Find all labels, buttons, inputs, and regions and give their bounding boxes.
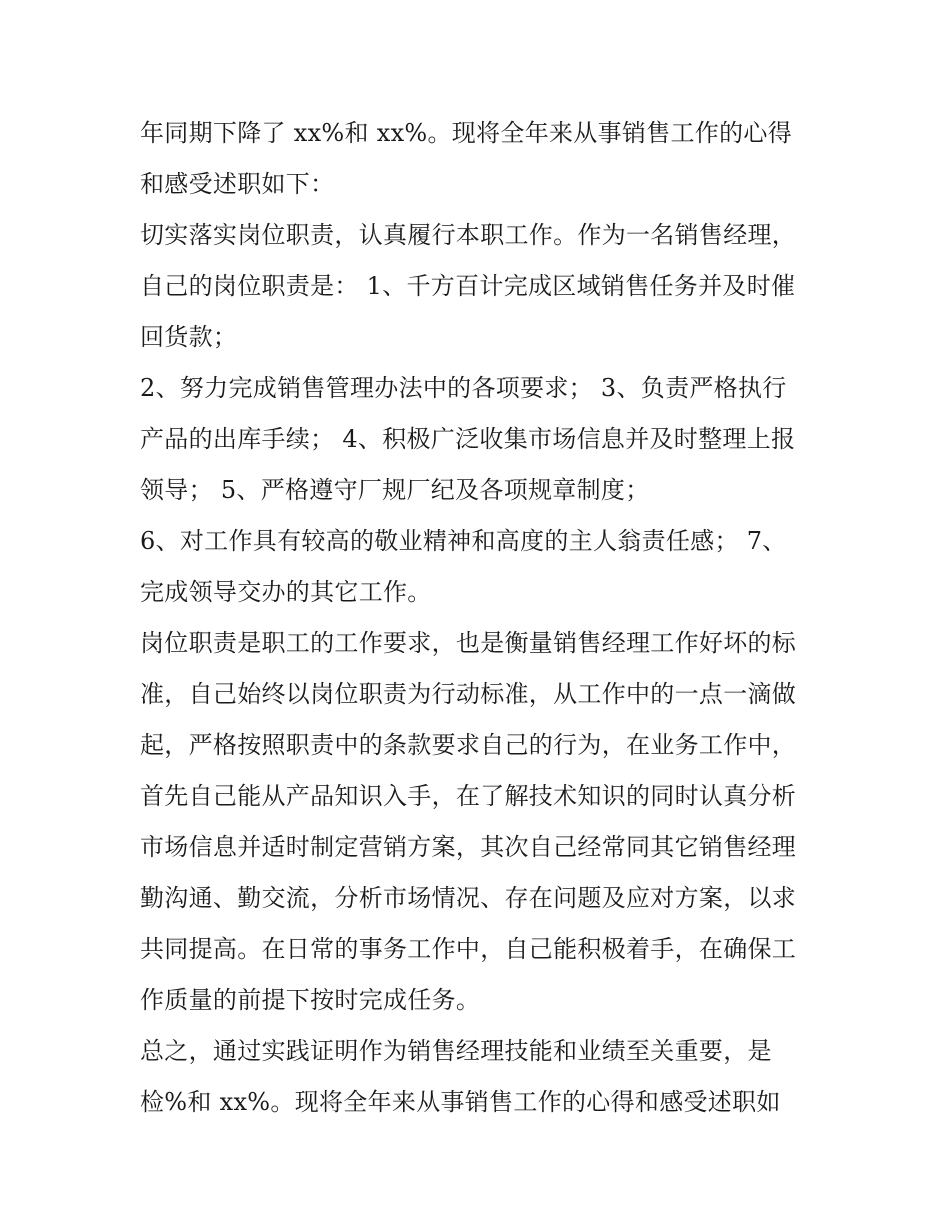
text-line: 回货款； <box>140 323 238 351</box>
text-line: 检%和 xx%。现将全年来从事销售工作的心得和感受述职如 <box>140 1088 781 1116</box>
text-line: 总之，通过实践证明作为销售经理技能和业绩至关重要，是 <box>140 1037 772 1065</box>
text-line: 起，严格按照职责中的条款要求自己的行为，在业务工作中， <box>140 731 797 759</box>
text-line: 和感受述职如下： <box>140 170 335 198</box>
text-line: 完成领导交办的其它工作。 <box>140 578 432 606</box>
text-line: 准，自己始终以岗位职责为行动标准，从工作中的一点一滴做 <box>140 680 797 708</box>
text-line: 产品的出库手续； 4、积极广泛收集市场信息并及时整理上报 <box>140 425 796 453</box>
text-line: 切实落实岗位职责，认真履行本职工作。作为一名销售经理， <box>140 221 797 249</box>
document-body <box>140 108 830 1128</box>
text-line: 市场信息并适时制定营销方案，其次自己经常同其它销售经理 <box>140 833 797 861</box>
text-line: 首先自己能从产品知识入手，在了解技术知识的同时认真分析 <box>140 782 797 810</box>
text-line: 领导； 5、严格遵守厂规厂纪及各项规章制度； <box>140 476 650 504</box>
text-line: 勤沟通、勤交流，分析市场情况、存在问题及应对方案，以求 <box>140 884 797 912</box>
text-line: 2、努力完成销售管理办法中的各项要求； 3、负责严格执行 <box>140 374 787 402</box>
text-line: 自己的岗位职责是： 1、千方百计完成区域销售任务并及时催 <box>140 272 796 300</box>
text-line: 作质量的前提下按时完成任务。 <box>140 986 481 1014</box>
text-line: 6、对工作具有较高的敬业精神和高度的主人翁责任感； 7、 <box>140 527 787 555</box>
text-line: 年同期下降了 xx%和 xx%。现将全年来从事销售工作的心得 <box>140 119 793 147</box>
text-line: 岗位职责是职工的工作要求，也是衡量销售经理工作好坏的标 <box>140 629 797 657</box>
text-line: 共同提高。在日常的事务工作中，自己能积极着手，在确保工 <box>140 935 797 963</box>
